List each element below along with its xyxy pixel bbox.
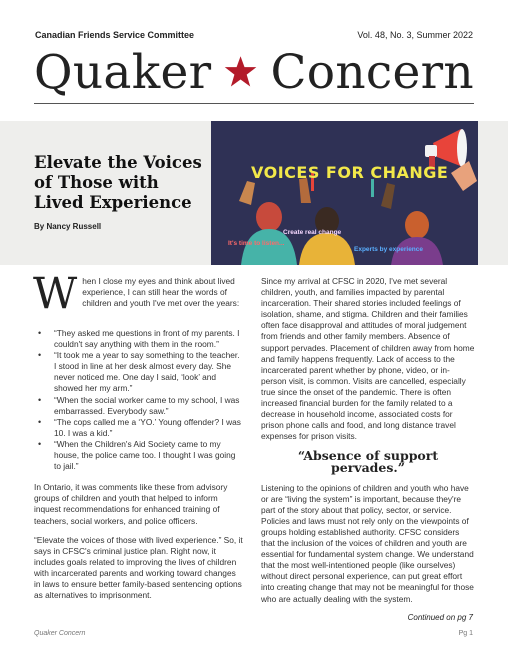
article-column-right [261,276,475,613]
continued-link[interactable]: Continued on pg 7 [407,613,473,622]
intro-paragraph [33,269,244,320]
hero-title: VOICES FOR CHANGE [251,163,449,182]
organization-name: Canadian Friends Service Committee [35,30,195,40]
list-item: • “They asked me questions in front of my parents. I couldn't say anything with them in the room.” [34,328,244,350]
footer-publication: Quaker Concern [34,630,86,637]
hero-caption-real-change: Create real change [283,229,342,236]
article-column-left [33,269,244,609]
body-paragraph: Listening to the opinions of children and youth who have or are “living the system” is important, because they're part of the story about that policy, sector, or service. Policies and laws must not rely only on the viewpoints of groups holding established authority. CFSC considers that the inclusion of the voices of children and youth are essential for fundamental system change. We understand that the most well-intentioned people (like ourselves) without direct personal experience, can put great effort into creating change that may not be meaningful for those who are actually dealing with the system. [261,482,474,604]
title-word-left: Quaker [34,44,212,100]
publication-title [34,44,474,100]
body-paragraph: “Elevate the voices of those with lived experience.” So, it says in CFSC's criminal justice plan. Right now, it includes goals related to improving the lives of children with incarcerated parents and working toward changes in laws to ensure better family-based sentencing options as alternatives to imprisonment. [34,534,243,601]
title-divider [34,103,474,104]
star-icon [223,53,258,91]
issue-info: Vol. 48, No. 3, Summer 2022 [357,30,473,40]
list-item: • “When the social worker came to my school, I was embarrassed. Everybody saw.” [34,395,244,417]
intro-text: hen I close my eyes and think about lived experience, I can still hear the words of children and youth I've met over the years: [82,276,240,309]
page-number: Pg 1 [458,630,473,637]
hero-image [211,121,478,265]
body-paragraph: In Ontario, it was comments like these from advisory groups of children and youth that helped to inform inquest recommendations for enhanced training of teachers, social workers, and police officers. [34,482,228,526]
list-item: • “It took me a year to say something to the teacher. I stood in line at her desk almost every day. She never noticed me. One day I said, ‘look’ and showed her my arm.” [34,350,244,394]
drop-cap: W [33,269,78,319]
pull-quote: “Absence of support pervades.” [297,448,439,475]
article-headline: Elevate the Voices of Those with Lived Experience [34,153,202,213]
body-paragraph: Since my arrival at CFSC in 2020, I've met several children, youth, and families impacted by parental incarceration. Their shared stories included feelings of isolation, shame, and stigma. Children and their families often face disapproval and attitudes of moral judgement from friends and other family members. Absence of support pervades. Placement of children away from home and family happens frequently. Lack of access to the incarcerated parent whether by phone, video, or in-person visit, is common. Visits are cancelled, especially true since the onset of the pandemic. There is often increased financial burden for the family related to a decrease in household income, associated costs for prison phone calls and food, and long distance travel expenses for prison visits. [261,276,475,442]
list-item: • “When the Children's Aid Society came to my house, the police came too. I thought I was going to jail.” [34,439,244,472]
hero-caption-listen: It's time to listen... [228,240,285,247]
list-item: • “The cops called me a ‘YO.’ Young offender? I was 10. I was a kid.” [34,417,244,439]
hero-caption-experts: Experts by experience [354,246,424,253]
title-word-right: Concern [270,44,474,100]
quotes-list [34,328,244,472]
article-byline: By Nancy Russell [34,222,102,231]
